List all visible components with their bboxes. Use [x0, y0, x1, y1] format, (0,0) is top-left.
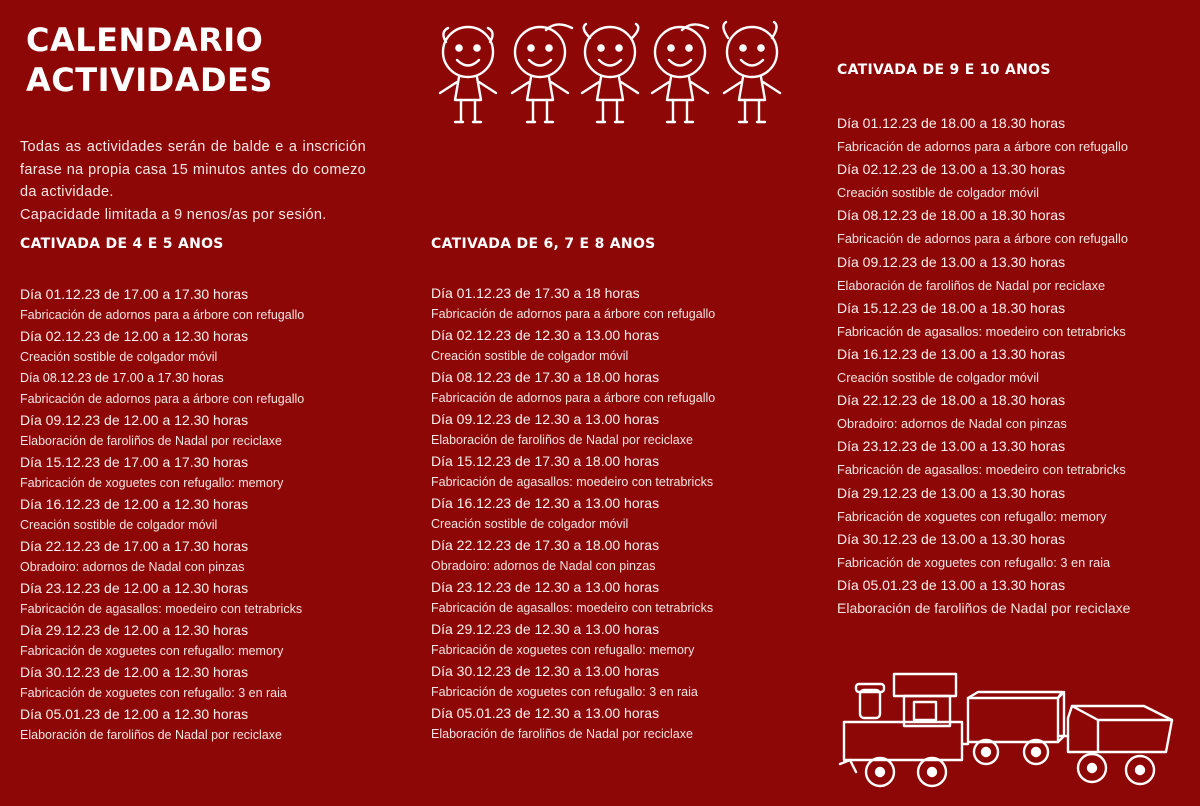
session-activity: Elaboración de faroliños de Nadal por reciclaxe — [431, 727, 693, 741]
session-activity: Fabricación de adornos para a árbore con refugallo — [20, 308, 305, 322]
session-activity: Fabricación de adornos para a árbore con refugallo — [431, 307, 716, 321]
session-date: Día 15.12.23 de 17.00 a 17.30 horas — [20, 454, 249, 470]
session-list — [837, 112, 1200, 620]
session-date: Día 29.12.23 de 13.00 a 13.30 horas — [837, 484, 1066, 501]
session-date: Día 01.12.23 de 17.30 a 18 horas — [431, 285, 640, 301]
list-item — [431, 451, 811, 493]
list-item — [431, 325, 811, 367]
title-line-1: CALENDARIO — [26, 21, 264, 59]
session-activity: Elaboración de faroliños de Nadal por reciclaxe — [20, 434, 282, 448]
session-date: Día 08.12.23 de 17.30 a 18.00 horas — [431, 369, 660, 385]
session-activity: Fabricación de adornos para a árbore con refugallo — [837, 231, 1128, 247]
session-date: Día 09.12.23 de 12.30 a 13.00 horas — [431, 411, 660, 427]
session-date: Día 05.01.23 de 12.30 a 13.00 horas — [431, 705, 660, 721]
intro-text — [20, 136, 366, 226]
session-activity: Fabricación de agasallos: moedeiro con tetrabricks — [837, 323, 1126, 339]
group-4-5-years — [20, 236, 305, 742]
list-item — [20, 368, 400, 410]
session-activity: Creación sostible de colgador móvil — [20, 350, 218, 364]
group-6-7-8-years — [431, 236, 716, 741]
session-list — [20, 284, 400, 746]
session-date: Día 16.12.23 de 12.30 a 13.00 horas — [431, 495, 660, 511]
list-item — [837, 251, 1200, 297]
list-item — [837, 297, 1200, 343]
list-item — [20, 494, 400, 536]
session-activity: Fabricación de agasallos: moedeiro con tetrabricks — [837, 462, 1126, 478]
session-date: Día 15.12.23 de 18.00 a 18.30 horas — [837, 299, 1066, 316]
list-item — [837, 435, 1200, 481]
list-item — [431, 367, 811, 409]
session-activity: Creación sostible de colgador móvil — [20, 518, 218, 532]
capacity-note: Capacidade limitada a 9 nenos/as por sesión. — [20, 206, 327, 223]
session-activity: Fabricación de xoguetes con refugallo: memory — [837, 508, 1107, 524]
title-line-2: ACTIVIDADES — [26, 61, 273, 99]
session-date: Día 22.12.23 de 17.30 a 18.00 horas — [431, 537, 660, 553]
group-heading: CATIVADA DE 4 E 5 ANOS — [20, 236, 224, 252]
session-activity: Fabricación de xoguetes con refugallo: memory — [20, 644, 284, 658]
session-activity: Fabricación de agasallos: moedeiro con tetrabricks — [431, 601, 714, 615]
session-date: Día 30.12.23 de 12.00 a 12.30 horas — [20, 664, 249, 680]
list-item — [837, 528, 1200, 574]
page-title — [26, 20, 273, 100]
session-date: Día 22.12.23 de 17.00 a 17.30 horas — [20, 538, 249, 554]
session-date: Día 01.12.23 de 18.00 a 18.30 horas — [837, 115, 1066, 131]
toy-train-icon — [836, 666, 1180, 796]
session-activity: Creación sostible de colgador móvil — [837, 185, 1040, 201]
list-item — [20, 704, 400, 746]
group-heading: CATIVADA DE 9 E 10 ANOS — [837, 62, 1051, 78]
list-item — [837, 112, 1200, 158]
session-date: Día 02.12.23 de 12.00 a 12.30 horas — [20, 328, 249, 344]
list-item — [20, 662, 400, 704]
session-activity: Elaboración de faroliños de Nadal por reciclaxe — [837, 599, 1131, 616]
session-date: Día 05.01.23 de 12.00 a 12.30 horas — [20, 706, 249, 722]
list-item — [431, 661, 811, 703]
session-activity: Fabricación de agasallos: moedeiro con tetrabricks — [20, 602, 303, 616]
group-9-10-years — [837, 62, 1131, 616]
list-item — [431, 409, 811, 451]
session-activity: Fabricación de xoguetes con refugallo: 3 en raia — [20, 686, 287, 700]
list-item — [20, 284, 400, 326]
list-item — [431, 493, 811, 535]
session-date: Día 22.12.23 de 18.00 a 18.30 horas — [837, 392, 1066, 409]
session-date: Día 01.12.23 de 17.00 a 17.30 horas — [20, 286, 249, 302]
children-holding-hands-icon — [428, 18, 788, 133]
list-item — [20, 452, 400, 494]
session-activity: Creación sostible de colgador móvil — [837, 370, 1040, 386]
session-date: Día 08.12.23 de 17.00 a 17.30 horas — [20, 371, 224, 385]
group-heading: CATIVADA DE 6, 7 E 8 ANOS — [431, 236, 656, 252]
session-date: Día 08.12.23 de 18.00 a 18.30 horas — [837, 207, 1066, 224]
session-activity: Fabricación de xoguetes con refugallo: memory — [431, 643, 695, 657]
session-date: Día 30.12.23 de 13.00 a 13.30 horas — [837, 530, 1066, 547]
session-date: Día 23.12.23 de 13.00 a 13.30 horas — [837, 438, 1066, 455]
session-activity: Obradoiro: adornos de Nadal con pinzas — [431, 559, 656, 573]
session-date: Día 29.12.23 de 12.30 a 13.00 horas — [431, 621, 660, 637]
list-item — [431, 535, 811, 577]
session-activity: Fabricación de xoguetes con refugallo: 3 en raia — [837, 554, 1111, 570]
list-item — [20, 410, 400, 452]
list-item — [837, 574, 1200, 620]
list-item — [837, 482, 1200, 528]
session-activity: Creación sostible de colgador móvil — [431, 349, 629, 363]
session-date: Día 09.12.23 de 12.00 a 12.30 horas — [20, 412, 249, 428]
session-date: Día 16.12.23 de 12.00 a 12.30 horas — [20, 496, 249, 512]
session-activity: Fabricación de adornos para a árbore con refugallo — [20, 392, 305, 406]
intro-paragraph: Todas as actividades serán de balde e a inscrición farase na propia casa 15 minutos antes do comezo da actividade. — [20, 139, 366, 200]
session-date: Día 02.12.23 de 12.30 a 13.00 horas — [431, 327, 660, 343]
session-list — [431, 283, 811, 745]
list-item — [20, 578, 400, 620]
session-date: Día 09.12.23 de 13.00 a 13.30 horas — [837, 253, 1066, 270]
list-item — [431, 703, 811, 745]
session-activity: Obradoiro: adornos de Nadal con pinzas — [20, 560, 245, 574]
session-activity: Fabricación de agasallos: moedeiro con tetrabricks — [431, 475, 714, 489]
session-date: Día 15.12.23 de 17.30 a 18.00 horas — [431, 453, 660, 469]
list-item — [431, 283, 811, 325]
session-date: Día 23.12.23 de 12.30 a 13.00 horas — [431, 579, 660, 595]
session-activity: Fabricación de xoguetes con refugallo: 3 en raia — [431, 685, 698, 699]
session-date: Día 16.12.23 de 13.00 a 13.30 horas — [837, 345, 1066, 362]
session-date: Día 30.12.23 de 12.30 a 13.00 horas — [431, 663, 660, 679]
session-activity: Elaboración de faroliños de Nadal por reciclaxe — [837, 277, 1106, 293]
list-item — [837, 158, 1200, 204]
session-activity: Elaboración de faroliños de Nadal por reciclaxe — [431, 433, 693, 447]
session-activity: Fabricación de adornos para a árbore con refugallo — [431, 391, 716, 405]
list-item — [431, 577, 811, 619]
session-date: Día 05.01.23 de 13.00 a 13.30 horas — [837, 576, 1066, 593]
session-activity: Fabricación de adornos para a árbore con refugallo — [837, 139, 1128, 155]
session-activity: Fabricación de xoguetes con refugallo: memory — [20, 476, 284, 490]
list-item — [431, 619, 811, 661]
list-item — [837, 204, 1200, 250]
list-item — [837, 343, 1200, 389]
session-activity: Creación sostible de colgador móvil — [431, 517, 629, 531]
session-date: Día 02.12.23 de 13.00 a 13.30 horas — [837, 161, 1066, 178]
session-activity: Obradoiro: adornos de Nadal con pinzas — [837, 416, 1067, 432]
list-item — [20, 620, 400, 662]
list-item — [20, 536, 400, 578]
list-item — [837, 389, 1200, 435]
list-item — [20, 326, 400, 368]
session-date: Día 23.12.23 de 12.00 a 12.30 horas — [20, 580, 249, 596]
session-activity: Elaboración de faroliños de Nadal por reciclaxe — [20, 728, 282, 742]
session-date: Día 29.12.23 de 12.00 a 12.30 horas — [20, 622, 249, 638]
